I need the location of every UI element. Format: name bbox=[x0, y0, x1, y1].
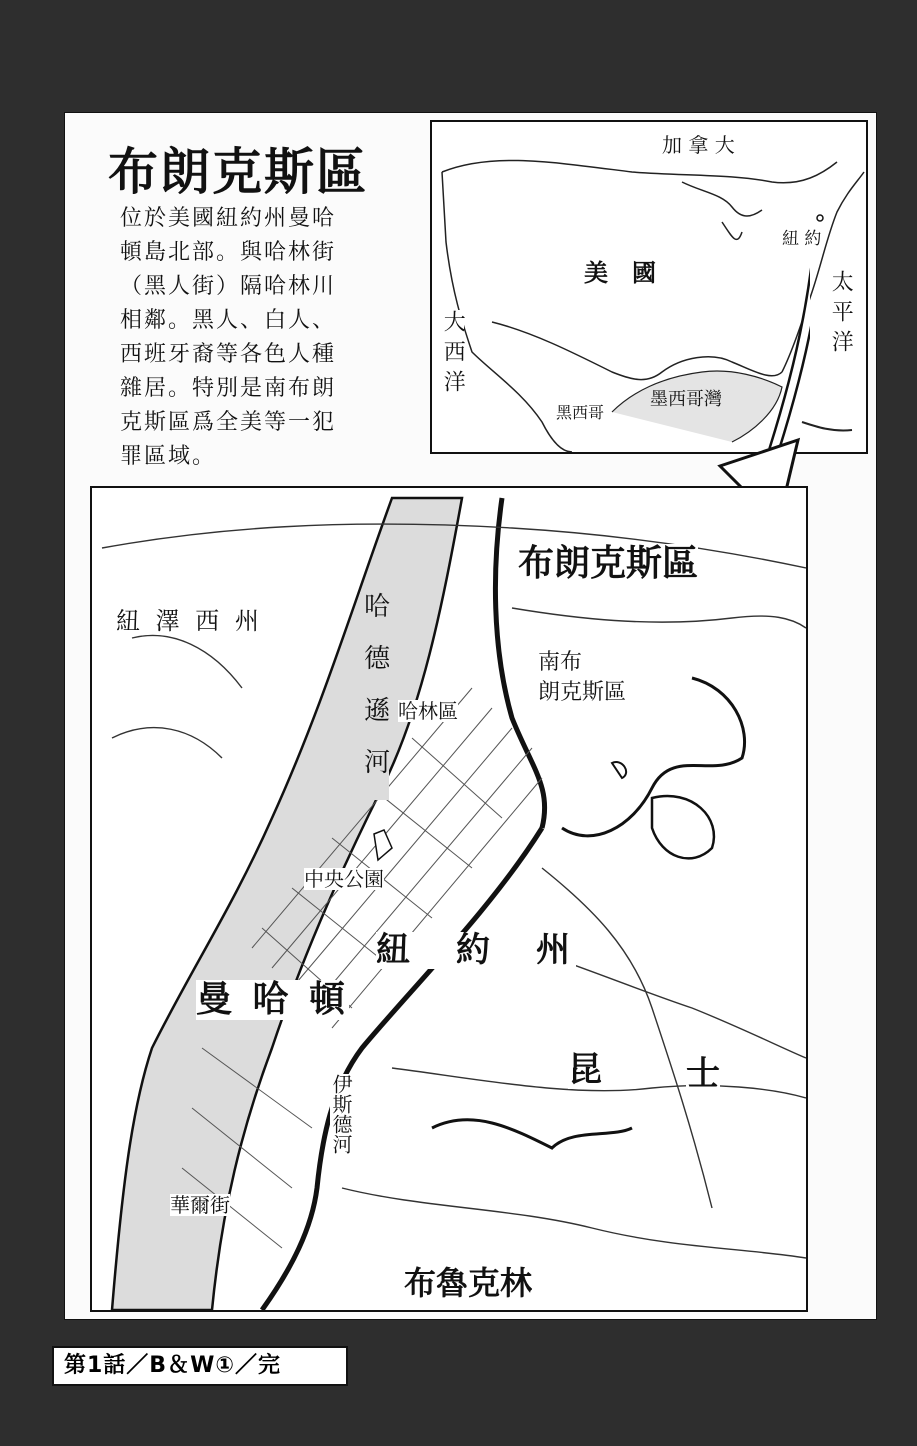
label-pacific: 大西洋 bbox=[440, 310, 466, 400]
label-usa: 美 國 bbox=[584, 259, 656, 287]
label-wall-street: 華爾街 bbox=[170, 1193, 230, 1217]
label-central-park: 中央公園 bbox=[304, 867, 384, 891]
label-east-river: 伊斯德河 bbox=[329, 1074, 353, 1154]
label-manhattan: 曼 哈 頓 bbox=[196, 979, 350, 1020]
description-text: 位於美國紐約州曼哈 頓島北部。與哈林街 （黑人街）隔哈林川 相鄰。黑人、白人、 西班牙裔等各色人種 雜居。特別是南布朗 克斯區爲全美等一犯 罪區域。 bbox=[120, 206, 337, 469]
label-queens-2: 士 bbox=[686, 1054, 720, 1094]
label-bronx: 布朗克斯區 bbox=[518, 543, 699, 584]
label-hudson-river: 哈德遜河 bbox=[359, 592, 390, 800]
page-title: 布朗克斯區 bbox=[108, 143, 368, 201]
label-south-bronx: 南布 朗克斯區 bbox=[538, 648, 626, 708]
label-mexico: 黑西哥 bbox=[556, 403, 605, 422]
chapter-caption: 第1話／B＆W①／完 bbox=[52, 1346, 348, 1386]
label-new-york: 紐 約 bbox=[782, 229, 822, 249]
label-brooklyn: 布魯克林 bbox=[404, 1264, 533, 1302]
label-gulf: 墨西哥灣 bbox=[650, 389, 722, 410]
label-harlem: 哈林區 bbox=[398, 699, 458, 723]
label-atlantic: 太平洋 bbox=[828, 270, 854, 360]
label-canada: 加 拿 大 bbox=[662, 133, 735, 157]
label-new-jersey: 紐 澤 西 州 bbox=[116, 607, 263, 635]
label-queens-1: 昆 bbox=[568, 1050, 602, 1090]
label-new-york-state: 紐 約 州 bbox=[376, 930, 576, 970]
main-map bbox=[90, 486, 808, 1312]
